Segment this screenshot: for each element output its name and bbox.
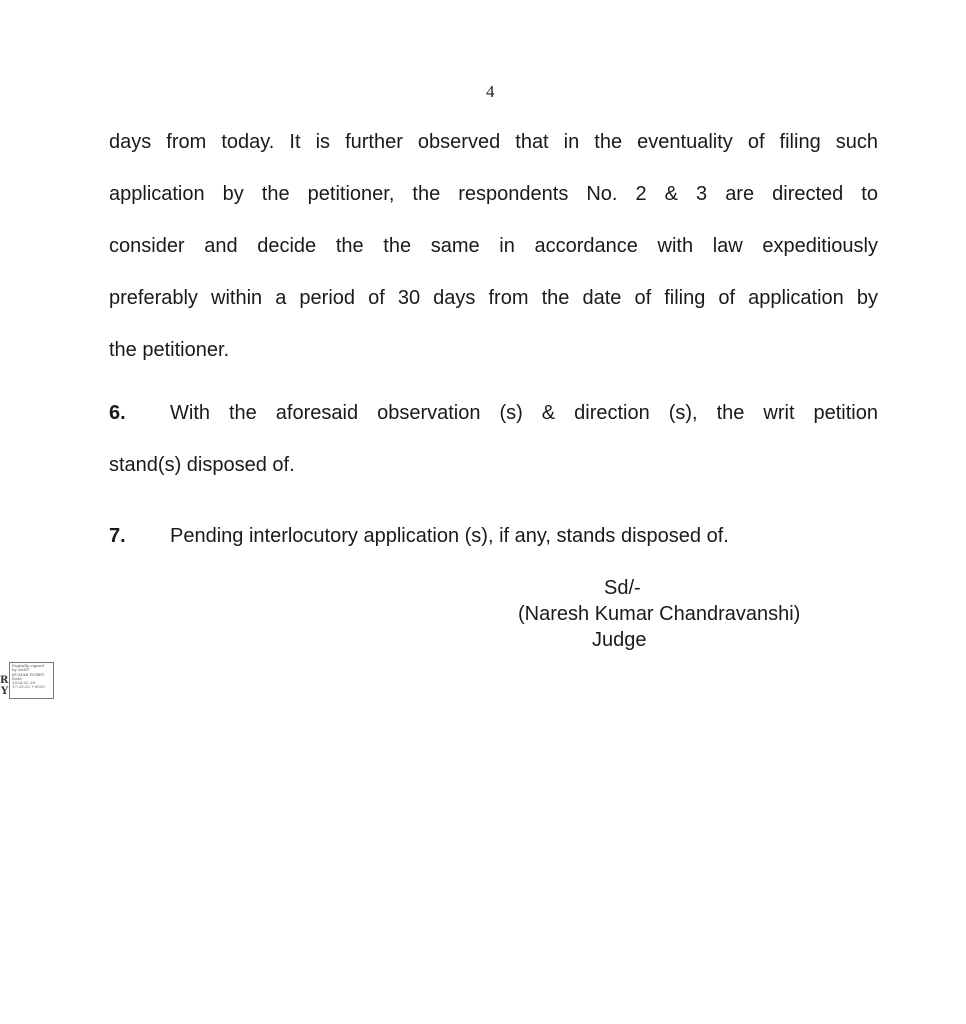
- signature-mark: Sd/-: [604, 577, 641, 599]
- page-number: 4: [486, 82, 495, 101]
- stamp-letter-bottom: Y: [1, 686, 9, 697]
- judge-title: Judge: [592, 629, 647, 651]
- stamp-text: Digitally signed by AMIT KUMAR DUBEY Date: 2024.02.28 17:29:32 +0530: [12, 664, 45, 690]
- digital-signature-stamp: [0, 662, 53, 698]
- paragraph-6-number: 6.: [109, 402, 126, 424]
- stamp-box: [9, 662, 54, 699]
- paragraph-7-text: Pending interlocutory application (s), if any, stands disposed of.: [170, 525, 729, 547]
- stamp-letter-top: R: [0, 675, 9, 686]
- judge-name: (Naresh Kumar Chandravanshi): [518, 603, 801, 625]
- paragraph-5-line-4: preferably within a period of 30 days from the date of filing of application by: [109, 287, 878, 309]
- paragraph-5-line-3: consider and decide the the same in accordance with law expeditiously: [109, 235, 878, 257]
- paragraph-6-line-2: stand(s) disposed of.: [109, 454, 295, 476]
- paragraph-6-line-1: With the aforesaid observation (s) & direction (s), the writ petition: [170, 402, 878, 424]
- paragraph-5-line-1: days from today. It is further observed that in the eventuality of filing such: [109, 131, 878, 153]
- paragraph-5-line-5: the petitioner.: [109, 339, 230, 361]
- paragraph-7-number: 7.: [109, 525, 126, 547]
- paragraph-5-line-2: application by the petitioner, the respondents No. 2 & 3 are directed to: [109, 183, 878, 205]
